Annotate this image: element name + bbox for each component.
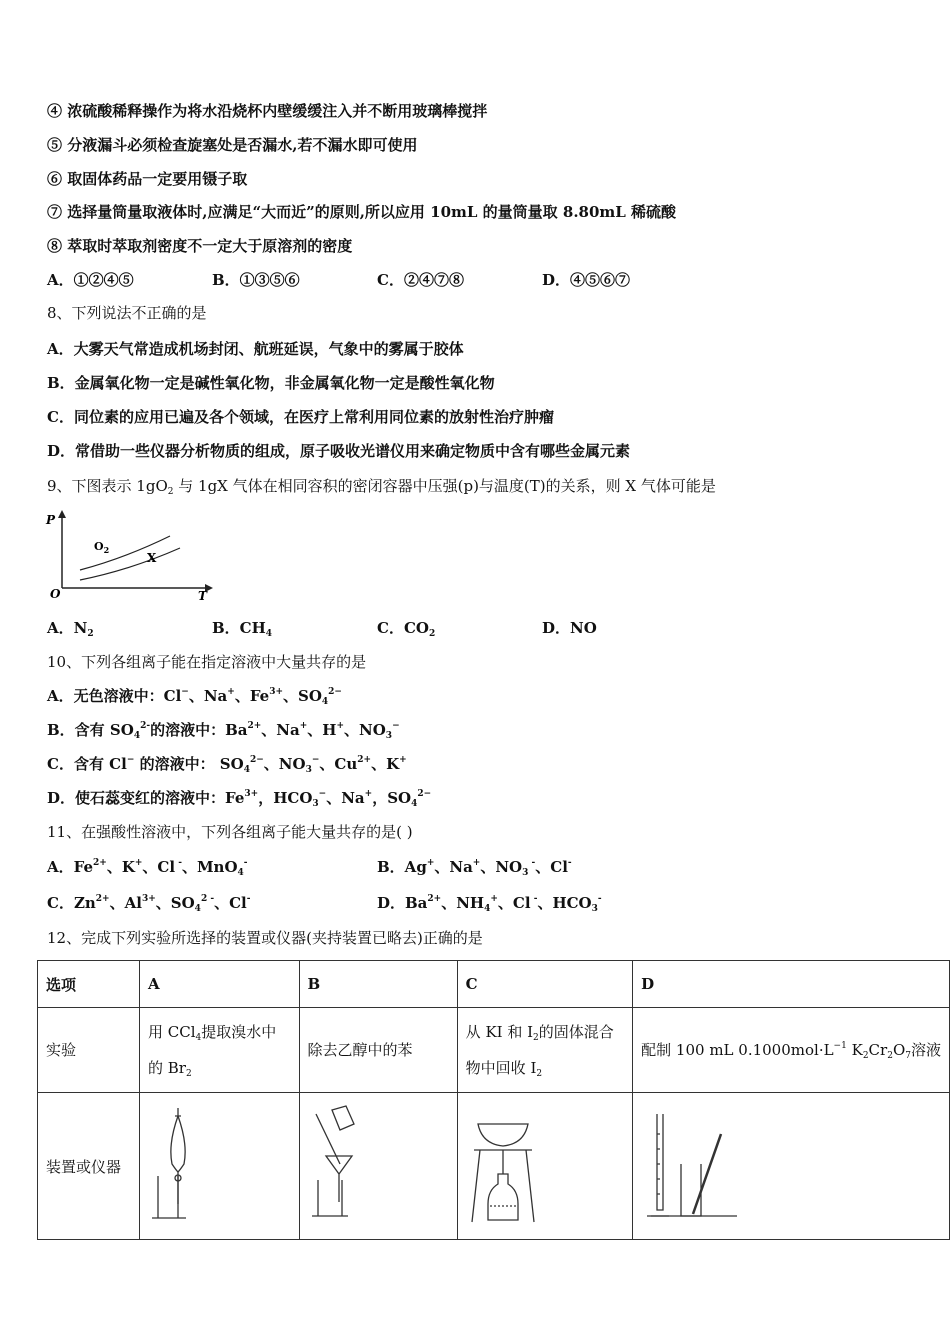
statement-line [47, 720, 400, 740]
subscript: 4 [321, 697, 329, 707]
subscript: 4 [133, 731, 141, 741]
text-segment: 除去乙醇中的苯 [307, 1041, 413, 1059]
text-segment: 的溶液中： SO [134, 755, 244, 773]
text-segment: 、Fe [234, 687, 270, 705]
superscript: + [472, 858, 481, 868]
row-label: 装置或仪器 [38, 1093, 140, 1240]
text-segment: 从 KI 和 I [465, 1023, 534, 1041]
text-segment: ⑤ 分液漏斗必须检查旋塞处是否漏水,若不漏水即可使用 [47, 136, 418, 154]
statement-line [47, 339, 464, 359]
text-segment: 、Cl [497, 894, 531, 912]
text-segment: 用 CCl [148, 1023, 196, 1041]
apparatus-cell [299, 1093, 457, 1240]
superscript: 2+ [93, 858, 107, 868]
evaporating-dish-icon [466, 1104, 566, 1224]
statement-line [47, 101, 487, 121]
superscript: −1 [833, 1041, 847, 1051]
superscript: 2+ [247, 721, 262, 731]
apparatus-cell [457, 1093, 632, 1240]
superscript: - [243, 858, 248, 868]
pressure-temperature-graph [40, 508, 220, 603]
superscript: 2+ [427, 894, 442, 904]
question-stem [47, 303, 207, 323]
text-segment: 、K [106, 858, 135, 876]
superscript: 2− [417, 789, 432, 799]
answer-option [212, 618, 272, 638]
text-segment: ，SO [372, 789, 412, 807]
text-segment: 、NO [344, 721, 386, 739]
text-segment: 、Na [434, 858, 473, 876]
superscript: 3+ [141, 894, 156, 904]
subscript: 2 [887, 1051, 893, 1061]
text-segment: 、SO [155, 894, 195, 912]
text-segment: 、Na [188, 687, 228, 705]
superscript: - [175, 858, 182, 868]
text-segment: 、Na [326, 789, 365, 807]
question-stem [47, 476, 716, 496]
text-segment: A．N [47, 619, 88, 637]
answer-option [47, 893, 250, 913]
text-segment: A．大雾天气常造成机场封闭、航班延误，气象中的雾属于胶体 [47, 340, 464, 358]
statement-line [47, 686, 342, 706]
table-header-row [38, 961, 950, 1008]
text-segment: A．无色溶液中：Cl [47, 687, 182, 705]
text-segment: 12、完成下列实验所选择的装置或仪器(夹持装置已略去)正确的是 [47, 929, 483, 947]
superscript: − [318, 789, 327, 799]
text-segment: 配制 100 mL 0.1000mol·L [641, 1041, 834, 1059]
answer-options [47, 893, 927, 913]
text-segment: 、H [307, 721, 337, 739]
answer-option [377, 893, 602, 913]
header-cell: D [633, 961, 950, 1008]
subscript: 7 [905, 1051, 911, 1061]
subscript: 2 [862, 1051, 869, 1061]
header-cell: B [299, 961, 457, 1008]
subscript: 3 [385, 731, 393, 741]
text-segment: D．Ba [377, 894, 428, 912]
text-segment: 、Cl [142, 858, 176, 876]
text-segment: 溶液 [910, 1041, 941, 1059]
o2-label: $O_2$ [94, 540, 110, 555]
text-segment: C．②④⑦⑧ [377, 271, 464, 289]
header-cell: C [457, 961, 632, 1008]
superscript: 3+ [244, 789, 259, 799]
text-segment: 、NO [480, 858, 523, 876]
text-segment: B．Ag [377, 858, 427, 876]
text-segment: ，HCO [258, 789, 313, 807]
statement-line [47, 441, 630, 461]
subscript: 4 [411, 799, 418, 809]
statement-line [47, 788, 431, 808]
text-segment: A．Fe [47, 858, 94, 876]
text-segment: D．常借助一些仪器分析物质的组成，原子吸收光谱仪用来确定物质中含有哪些金属元素 [47, 442, 631, 460]
answer-options [47, 270, 927, 290]
superscript: + [490, 894, 498, 904]
superscript: + [134, 858, 143, 868]
statement-line [47, 236, 352, 256]
apparatus-cell [633, 1093, 950, 1240]
superscript: 2+ [357, 755, 372, 765]
statement-line [47, 407, 554, 427]
text-segment: 、HCO [537, 894, 592, 912]
subscript: 4 [237, 868, 244, 878]
question-stem [47, 652, 366, 672]
statement-line [47, 202, 676, 222]
answer-option [47, 857, 248, 877]
superscript: - [597, 894, 602, 904]
text-segment: 、Al [109, 894, 142, 912]
answer-options [47, 857, 927, 877]
subscript: 4 [265, 629, 273, 639]
text-segment: ④ 浓硫酸稀释操作为将水沿烧杯内壁缓缓注入并不断用玻璃棒搅拌 [47, 102, 488, 120]
apparatus-row [38, 1093, 950, 1240]
text-segment: D．NO [542, 619, 597, 637]
statement-line [47, 169, 247, 189]
superscript: + [299, 721, 308, 731]
experiment-cell [457, 1008, 632, 1093]
text-segment: 与 1gX 气体在相同容积的密闭容器中压强(p)与温度(T)的关系，则 X 气体可能是 [173, 477, 716, 495]
superscript: 2 - [200, 894, 215, 904]
subscript: 2 [428, 629, 436, 639]
subscript: 3 [591, 904, 598, 914]
text-segment: ⑥ 取固体药品一定要用镊子取 [47, 170, 248, 188]
graduated-cylinder-icon [641, 1104, 761, 1224]
question-12-table [37, 960, 950, 1240]
statement-line [47, 373, 495, 393]
text-segment: K [846, 1041, 863, 1059]
subscript: 2 [167, 487, 174, 497]
superscript: 2− [249, 755, 264, 765]
superscript: 2− [328, 687, 342, 697]
subscript: 2 [533, 1033, 539, 1043]
subscript: 4 [195, 1033, 202, 1043]
answer-options [47, 618, 927, 638]
text-segment: 8、下列说法不正确的是 [47, 304, 207, 322]
statement-line [47, 754, 407, 774]
text-segment: 11、在强酸性溶液中，下列各组离子能大量共存的是( ) [47, 823, 413, 841]
superscript: + [426, 858, 435, 868]
answer-option [542, 618, 597, 638]
answer-option [542, 270, 630, 290]
header-cell: A [140, 961, 300, 1008]
text-segment: A．①②④⑤ [47, 271, 134, 289]
text-segment: ⑧ 萃取时萃取剂密度不一定大于原溶剂的密度 [47, 237, 353, 255]
text-segment: Cr [868, 1041, 888, 1059]
subscript: 2 [185, 1069, 192, 1079]
x-label: X [147, 551, 157, 565]
superscript: + [336, 721, 345, 731]
text-segment: 、Cl [214, 894, 247, 912]
answer-option [377, 270, 464, 290]
superscript: - [530, 894, 538, 904]
text-segment: B．CH [212, 619, 266, 637]
y-axis-label: P [46, 513, 56, 527]
subscript: 2 [87, 629, 94, 639]
experiment-cell [140, 1008, 300, 1093]
subscript: 4 [484, 904, 491, 914]
superscript: − [181, 687, 189, 697]
subscript: 3 [522, 868, 529, 878]
text-segment: C．含有 Cl [47, 755, 127, 773]
superscript: + [399, 755, 407, 765]
separatory-funnel-icon [148, 1104, 228, 1224]
text-segment: 、Cu [319, 755, 358, 773]
subscript: 4 [194, 904, 201, 914]
experiment-row [38, 1008, 950, 1093]
row-label: 实验 [38, 1008, 140, 1093]
text-segment: 、K [371, 755, 400, 773]
subscript: 3 [312, 799, 319, 809]
text-segment: D．④⑤⑥⑦ [542, 271, 631, 289]
apparatus-cell [140, 1093, 300, 1240]
superscript: + [364, 789, 373, 799]
superscript: 3+ [269, 687, 283, 697]
text-segment: 10、下列各组离子能在指定溶液中大量共存的是 [47, 653, 367, 671]
text-segment: 、NH [441, 894, 485, 912]
filtration-funnel-icon [308, 1104, 388, 1224]
text-segment: C．Zn [47, 894, 96, 912]
text-segment: 、NO [263, 755, 306, 773]
text-segment: B．含有 SO [47, 721, 134, 739]
text-segment: 、Cl [535, 858, 568, 876]
superscript: - [567, 858, 572, 868]
answer-option [47, 270, 134, 290]
subscript: 3 [305, 765, 312, 775]
experiment-cell [633, 1008, 950, 1093]
text-segment: 的溶液中：Ba [150, 721, 248, 739]
superscript: - [246, 894, 251, 904]
text-segment: B．①③⑤⑥ [212, 271, 300, 289]
text-segment: O [892, 1041, 906, 1059]
text-segment: D．使石蕊变红的溶液中：Fe [47, 789, 245, 807]
subscript: 2 [536, 1069, 543, 1079]
question-stem [47, 928, 483, 948]
text-segment: 、Na [261, 721, 300, 739]
superscript: − [311, 755, 320, 765]
answer-option [377, 857, 572, 877]
subscript: 4 [243, 765, 250, 775]
superscript: 2+ [95, 894, 110, 904]
text-segment: 、SO [283, 687, 322, 705]
question-stem [47, 822, 413, 842]
text-segment: C．CO [377, 619, 429, 637]
text-segment: C．同位素的应用已遍及各个领域，在医疗上常利用同位素的放射性治疗肿瘤 [47, 408, 554, 426]
superscript: - [528, 858, 536, 868]
superscript: − [126, 755, 135, 765]
superscript: − [392, 721, 400, 731]
text-segment: 的固体混合物中回收 I [465, 1023, 614, 1077]
text-segment: 9、下图表示 1gO [47, 477, 168, 495]
header-cell: 选项 [38, 961, 140, 1008]
text-segment: B．金属氧化物一定是碱性氧化物，非金属氧化物一定是酸性氧化物 [47, 374, 495, 392]
superscript: 2- [140, 721, 151, 731]
text-segment: ⑦ 选择量筒量取液体时,应满足“大而近”的原则,所以应用 10mL 的量筒量取 8.80mL 稀硫酸 [47, 203, 677, 221]
superscript: + [227, 687, 235, 697]
answer-option [47, 618, 94, 638]
answer-option [377, 618, 435, 638]
x-axis-label: T [198, 589, 207, 603]
text-segment: 、MnO [181, 858, 238, 876]
answer-option [212, 270, 300, 290]
text-segment: 提取溴水中的 Br [148, 1023, 277, 1077]
origin-label: O [50, 587, 61, 601]
experiment-cell [299, 1008, 457, 1093]
statement-line [47, 135, 417, 155]
